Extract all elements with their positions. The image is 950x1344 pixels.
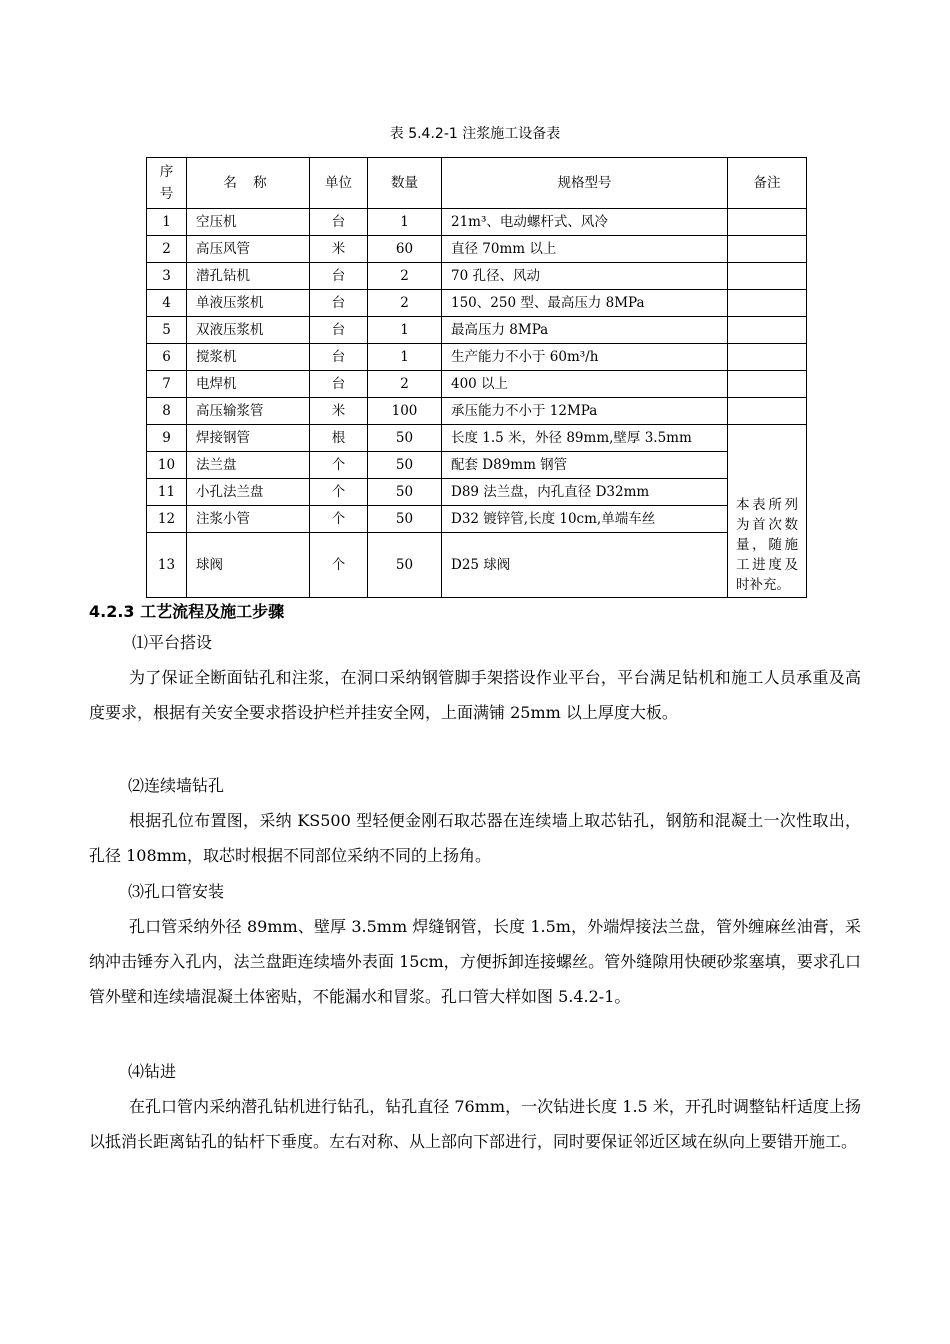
cell-qty: 60 xyxy=(368,236,442,263)
cell-seq: 5 xyxy=(147,317,187,344)
table-row xyxy=(147,479,807,506)
cell-qty: 1 xyxy=(368,344,442,371)
cell-unit: 个 xyxy=(310,533,368,598)
cell-seq: 8 xyxy=(147,398,187,425)
cell-name: 法兰盘 xyxy=(187,452,310,479)
cell-unit: 台 xyxy=(310,209,368,236)
cell-spec: 长度 1.5 米，外径 89mm,壁厚 3.5mm xyxy=(442,425,728,452)
cell-name: 高压风管 xyxy=(187,236,310,263)
cell-spec: D32 镀锌管,长度 10cm,单端车丝 xyxy=(442,506,728,533)
table-row xyxy=(147,344,807,371)
cell-unit: 根 xyxy=(310,425,368,452)
cell-qty: 100 xyxy=(368,398,442,425)
cell-unit: 个 xyxy=(310,452,368,479)
cell-spec: 承压能力不小于 12MPa xyxy=(442,398,728,425)
table-row xyxy=(147,209,807,236)
cell-name: 电焊机 xyxy=(187,371,310,398)
step-title: ⑶孔口管安装 xyxy=(128,882,225,901)
cell-name: 空压机 xyxy=(187,209,310,236)
cell-unit: 个 xyxy=(310,479,368,506)
cell-seq: 3 xyxy=(147,263,187,290)
cell-note xyxy=(728,371,807,398)
cell-name: 单液压浆机 xyxy=(187,290,310,317)
cell-unit: 台 xyxy=(310,263,368,290)
cell-unit: 米 xyxy=(310,236,368,263)
step-paragraph: 孔口管采纳外径 89mm、壁厚 3.5mm 焊缝钢管，长度 1.5m，外端焊接法兰盘，管外缠麻丝油膏，采纳冲击锤夯入孔内，法兰盘距连续墙外表面 15cm，方便拆卸连接螺丝。管外缝隙用快硬砂浆塞填，要求孔口管外壁和连续墙混凝土体密贴，不能漏水和冒浆。孔口管大样如图 5.4.2-1。 xyxy=(89,917,861,1006)
table-row xyxy=(147,263,807,290)
table-row xyxy=(147,425,807,452)
step-title: ⑴平台搭设 xyxy=(132,633,213,652)
header-seq: 序号 xyxy=(147,158,187,209)
step-paragraph: 在孔口管内采纳潜孔钻机进行钻孔，钻孔直径 76mm，一次钻进长度 1.5 米，开孔时调整钻杆适度上扬以抵消长距离钻孔的钻杆下垂度。左右对称、从上部向下部进行，同时要保证邻近区域在纵向上要错开施工。 xyxy=(89,1097,861,1151)
cell-seq: 12 xyxy=(147,506,187,533)
cell-name: 球阀 xyxy=(187,533,310,598)
cell-spec: 生产能力不小于 60m³/h xyxy=(442,344,728,371)
cell-spec: 直径 70mm 以上 xyxy=(442,236,728,263)
cell-unit: 台 xyxy=(310,290,368,317)
cell-spec: D89 法兰盘，内孔直径 D32mm xyxy=(442,479,728,506)
header-unit: 单位 xyxy=(310,158,368,209)
cell-name: 焊接钢管 xyxy=(187,425,310,452)
cell-spec: 最高压力 8MPa xyxy=(442,317,728,344)
step-paragraph: 根据孔位布置图，采纳 KS500 型轻便金刚石取芯器在连续墙上取芯钻孔，钢筋和混凝土一次性取出，孔径 108mm，取芯时根据不同部位采纳不同的上扬角。 xyxy=(89,811,861,865)
header-spec: 规格型号 xyxy=(442,158,728,209)
cell-name: 搅浆机 xyxy=(187,344,310,371)
cell-qty: 2 xyxy=(368,371,442,398)
cell-qty: 50 xyxy=(368,506,442,533)
table-row xyxy=(147,317,807,344)
cell-note xyxy=(728,236,807,263)
header-name: 名 称 xyxy=(187,158,310,209)
cell-qty: 50 xyxy=(368,479,442,506)
cell-unit: 个 xyxy=(310,506,368,533)
cell-qty: 2 xyxy=(368,290,442,317)
cell-note xyxy=(728,344,807,371)
cell-seq: 2 xyxy=(147,236,187,263)
cell-note xyxy=(728,209,807,236)
cell-qty: 1 xyxy=(368,209,442,236)
table-row xyxy=(147,398,807,425)
cell-spec: 21m³、电动螺杆式、风冷 xyxy=(442,209,728,236)
cell-note xyxy=(728,317,807,344)
cell-spec: 配套 D89mm 钢管 xyxy=(442,452,728,479)
step-title: ⑷钻进 xyxy=(128,1062,177,1081)
table-row xyxy=(147,371,807,398)
table-row xyxy=(147,506,807,533)
cell-seq: 1 xyxy=(147,209,187,236)
cell-note-merged: 本表所列为首次数量，随施工进度及时补充。 xyxy=(728,425,807,598)
table-row xyxy=(147,452,807,479)
equipment-table xyxy=(146,157,807,598)
cell-seq: 4 xyxy=(147,290,187,317)
step-title: ⑵连续墙钻孔 xyxy=(128,776,225,795)
cell-qty: 50 xyxy=(368,452,442,479)
cell-seq: 11 xyxy=(147,479,187,506)
cell-name: 注浆小管 xyxy=(187,506,310,533)
table-row xyxy=(147,290,807,317)
table-header-row xyxy=(147,158,807,209)
cell-spec: D25 球阀 xyxy=(442,533,728,598)
cell-qty: 50 xyxy=(368,425,442,452)
section-heading: 4.2.3 工艺流程及施工步骤 xyxy=(89,602,285,621)
cell-unit: 台 xyxy=(310,371,368,398)
cell-seq: 10 xyxy=(147,452,187,479)
cell-seq: 6 xyxy=(147,344,187,371)
cell-spec: 150、250 型、最高压力 8MPa xyxy=(442,290,728,317)
cell-unit: 台 xyxy=(310,344,368,371)
table-caption: 表 5.4.2-1 注浆施工设备表 xyxy=(389,126,561,142)
cell-qty: 2 xyxy=(368,263,442,290)
cell-spec: 70 孔径、风动 xyxy=(442,263,728,290)
cell-unit: 米 xyxy=(310,398,368,425)
table-row xyxy=(147,236,807,263)
cell-name: 双液压浆机 xyxy=(187,317,310,344)
step-paragraph: 为了保证全断面钻孔和注浆，在洞口采纳钢管脚手架搭设作业平台，平台满足钻机和施工人员承重及高度要求，根据有关安全要求搭设护栏并挂安全网，上面满铺 25mm 以上厚度大板。 xyxy=(89,668,861,722)
table-row xyxy=(147,533,807,598)
header-note: 备注 xyxy=(728,158,807,209)
cell-unit: 台 xyxy=(310,317,368,344)
cell-note xyxy=(728,290,807,317)
cell-name: 高压输浆管 xyxy=(187,398,310,425)
cell-name: 潜孔钻机 xyxy=(187,263,310,290)
cell-qty: 50 xyxy=(368,533,442,598)
cell-note xyxy=(728,398,807,425)
cell-seq: 13 xyxy=(147,533,187,598)
cell-seq: 9 xyxy=(147,425,187,452)
cell-note xyxy=(728,263,807,290)
cell-qty: 1 xyxy=(368,317,442,344)
cell-seq: 7 xyxy=(147,371,187,398)
cell-name: 小孔法兰盘 xyxy=(187,479,310,506)
header-qty: 数量 xyxy=(368,158,442,209)
cell-spec: 400 以上 xyxy=(442,371,728,398)
